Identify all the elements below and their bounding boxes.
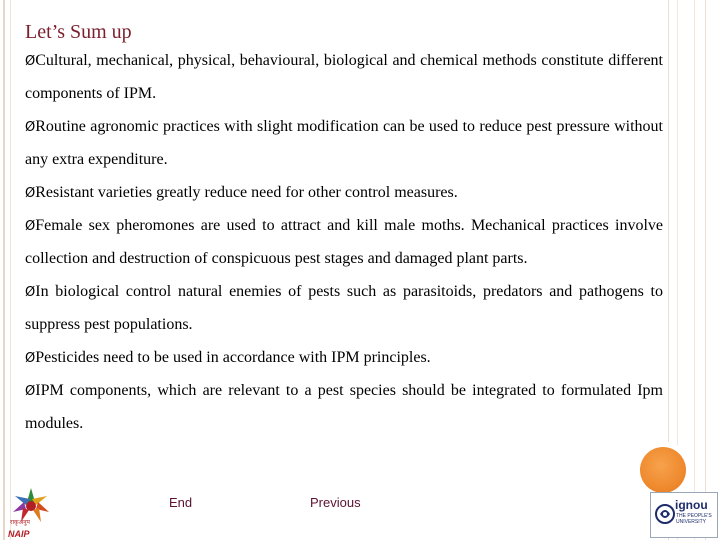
slide-title: Let’s Sum up bbox=[25, 21, 132, 44]
ignou-logo bbox=[650, 492, 718, 538]
naip-subtext: राकृअनुप bbox=[10, 519, 30, 526]
bullet-text: In biological control natural enemies of pests such as parasitoids, predators and pathogens to suppress pest populations. bbox=[25, 282, 663, 334]
naip-label: NAIP bbox=[8, 529, 30, 539]
bullet-text: Pesticides need to be used in accordance with IPM principles. bbox=[35, 348, 431, 366]
accent-circle bbox=[640, 447, 686, 493]
bullet-item-3 bbox=[25, 177, 663, 210]
bullet-arrow-icon: Ø bbox=[25, 54, 36, 69]
previous-link[interactable]: Previous bbox=[310, 495, 361, 510]
bullet-item-4 bbox=[25, 210, 663, 276]
bullet-arrow-icon: Ø bbox=[25, 185, 36, 201]
bullet-item-2 bbox=[25, 111, 663, 177]
bullet-text: Cultural, mechanical, physical, behavioural, biological and chemical methods constitute different components of IPM. bbox=[25, 52, 663, 103]
left-decorative-border bbox=[3, 0, 11, 540]
bullet-arrow-icon: Ø bbox=[25, 384, 36, 400]
end-link[interactable]: End bbox=[169, 495, 193, 510]
bullet-arrow-icon: Ø bbox=[25, 350, 36, 366]
ignou-emblem-icon bbox=[654, 503, 676, 525]
bullet-text: Female sex pheromones are used to attract and kill male moths. Mechanical practices involve collection and destruction of conspicuous pest stages and damaged plant parts. bbox=[25, 217, 663, 268]
bullet-item-6 bbox=[25, 342, 663, 375]
bullet-list bbox=[25, 45, 663, 441]
bullet-text: Resistant varieties greatly reduce need for other control measures. bbox=[35, 183, 458, 201]
bullet-text: IPM components, which are relevant to a pest species should be integrated to formulated Ipm modules. bbox=[25, 382, 663, 433]
bullet-item-7 bbox=[25, 375, 663, 441]
ignou-subtext: THE PEOPLE'S UNIVERSITY bbox=[676, 513, 712, 525]
bullet-item-1 bbox=[25, 45, 663, 111]
ignou-label: ignou bbox=[675, 498, 708, 512]
bullet-arrow-icon: Ø bbox=[25, 219, 36, 235]
bullet-arrow-icon: Ø bbox=[25, 119, 36, 135]
bullet-item-5 bbox=[25, 276, 663, 342]
bullet-text: Routine agronomic practices with slight modification can be used to reduce pest pressure without any extra expenditure. bbox=[25, 117, 663, 169]
bullet-arrow-icon: Ø bbox=[25, 284, 36, 300]
